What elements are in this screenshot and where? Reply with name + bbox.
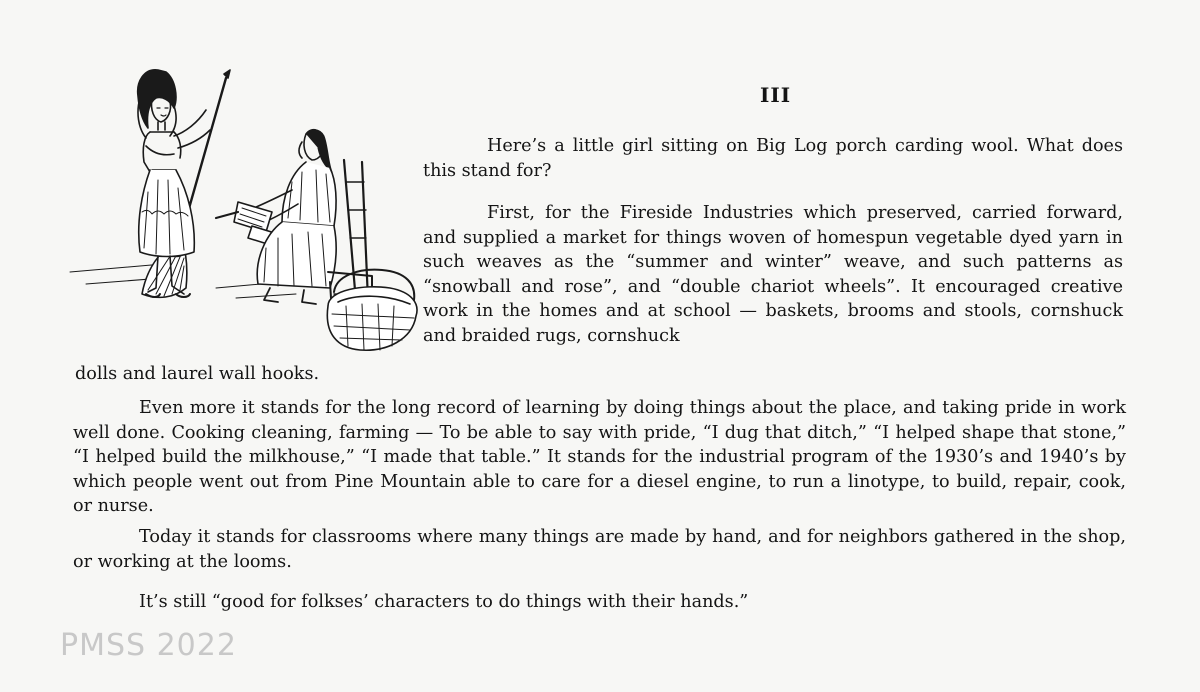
paragraph-fireside-industries-continued: dolls and laurel wall hooks. — [75, 364, 320, 384]
pen-ink-illustration — [66, 62, 418, 362]
paragraph-fireside-industries: First, for the Fireside Industries which preserved, carried forward, and supplied a market for things woven of homespun vegetable dyed yarn in such weaves as the “summer and winter” weave, and such patterns as “snowball and rose”, and “double chariot wheels”. It encouraged creative work in the homes and at school — baskets, brooms and stools, cornshuck and braided rugs, cornshuck — [423, 203, 1123, 346]
paragraph-closing-quote: It’s still “good for folkses’ characters to do things with their hands.” — [139, 592, 749, 612]
paragraph-today: Today it stands for classrooms where many things are made by hand, and for neighbors gathered in the shop, or working at the looms. — [73, 527, 1126, 572]
girl-figure — [138, 70, 230, 298]
illustration-girl-and-woman-carding — [66, 62, 418, 362]
paragraph-intro: Here’s a little girl sitting on Big Log porch carding wool. What does this stand for? — [423, 136, 1123, 181]
section-heading: III — [760, 83, 792, 107]
paragraph-learning-by-doing: Even more it stands for the long record of learning by doing things about the place, and taking pride in work well done. Cooking cleaning, farming — To be able to say with pride, “I dug that ditch,” “I helped shape that stone,” “I helped build the milkhouse,” “I made that table.” It stands for the industrial program of the 1930’s and 1940’s by which people went out from Pine Mountain able to care for a diesel engine, to run a linotype, to build, repair, cook, or nurse. — [73, 398, 1126, 516]
watermark: PMSS 2022 — [60, 628, 237, 663]
